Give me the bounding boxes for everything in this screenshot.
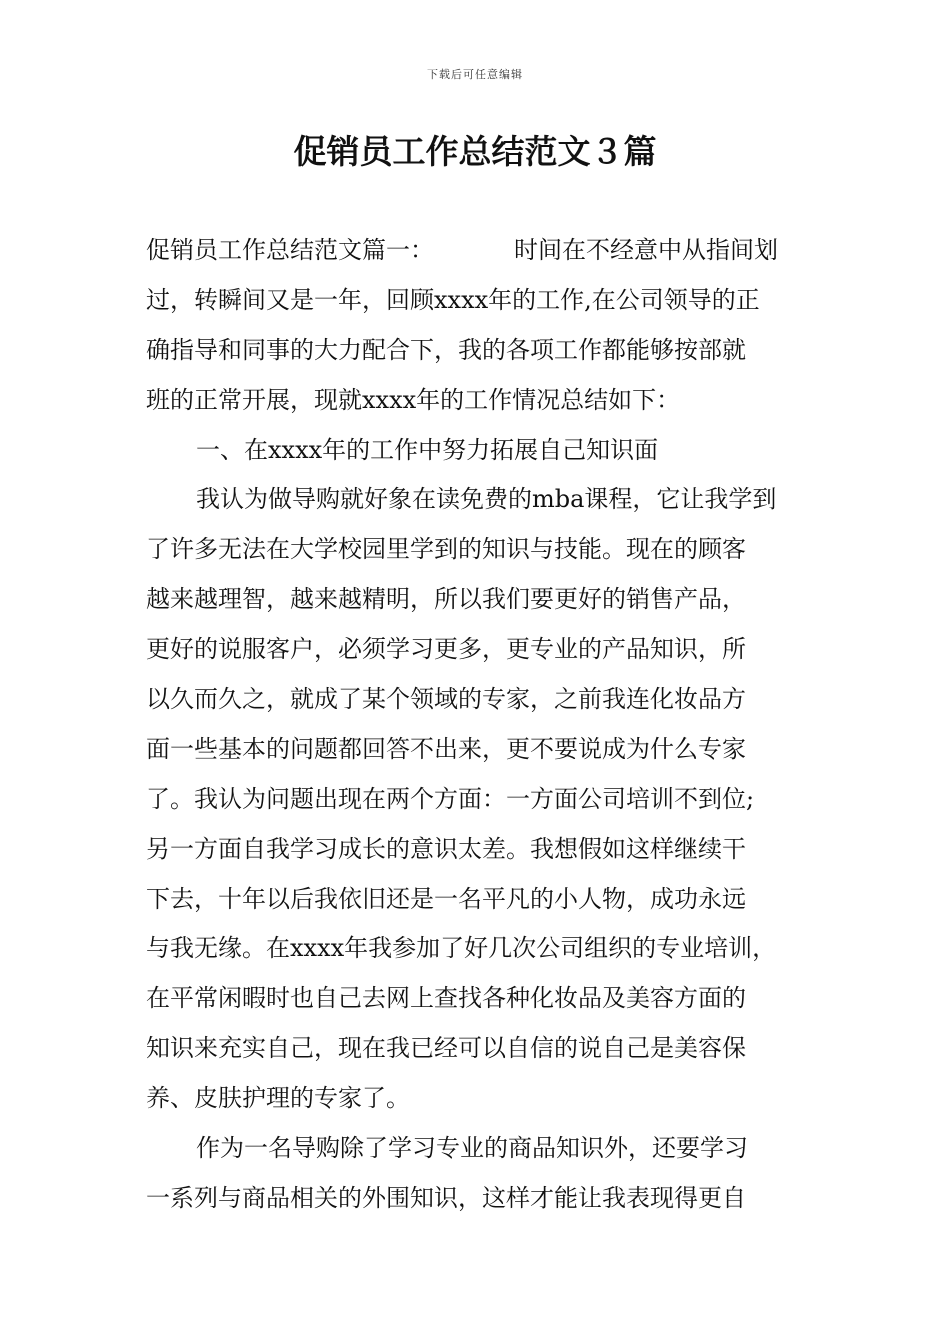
body-line: 我认为做导购就好象在读免费的mba课程，它让我学到 [196,485,777,514]
body-line: 另一方面自我学习成长的意识太差。我想假如这样继续干 [146,834,746,863]
body-line: 以久而久之，就成了某个领域的专家，之前我连化妆品方 [146,685,746,714]
first-line-text: 时间在不经意中从指间划 [514,236,778,264]
body-line: 班的正常开展，现就xxxx年的工作情况总结如下： [146,385,681,414]
section-heading: 促销员工作总结范文篇一： [146,236,434,264]
body-line: 在平常闲暇时也自己去网上查找各种化妆品及美容方面的 [146,984,746,1013]
body-line: 过，转瞬间又是一年，回顾xxxx年的工作,在公司领导的正 [146,285,760,314]
body-line: 了。我认为问题出现在两个方面：一方面公司培训不到位; [146,784,755,813]
document-title: 促销员工作总结范文３篇 [293,132,657,171]
body-line: 养、皮肤护理的专家了。 [146,1084,410,1113]
body-line: 了许多无法在大学校园里学到的知识与技能。现在的顾客 [146,535,746,564]
body-line: 知识来充实自己，现在我已经可以自信的说自己是美容保 [146,1034,746,1063]
body-line: 面一些基本的问题都回答不出来，更不要说成为什么专家 [146,734,746,763]
body-line: 更好的说服客户，必须学习更多，更专业的产品知识，所 [146,635,746,664]
body-line: 确指导和同事的大力配合下，我的各项工作都能够按部就 [146,335,746,364]
body-line: 一系列与商品相关的外围知识，这样才能让我表现得更自 [146,1183,746,1212]
document-body [146,226,806,1224]
body-line: 与我无缘。在xxxx年我参加了好几次公司组织的专业培训， [146,934,777,963]
body-line: 越来越理智，越来越精明，所以我们要更好的销售产品， [146,585,746,614]
body-line [146,226,806,276]
header-note: 下载后可任意编辑 [427,68,523,81]
body-line: 下去，十年以后我依旧还是一名平凡的小人物，成功永远 [146,884,746,913]
body-line: 一、在xxxx年的工作中努力拓展自己知识面 [196,435,659,464]
body-line: 作为一名导购除了学习专业的商品知识外，还要学习 [196,1134,748,1163]
